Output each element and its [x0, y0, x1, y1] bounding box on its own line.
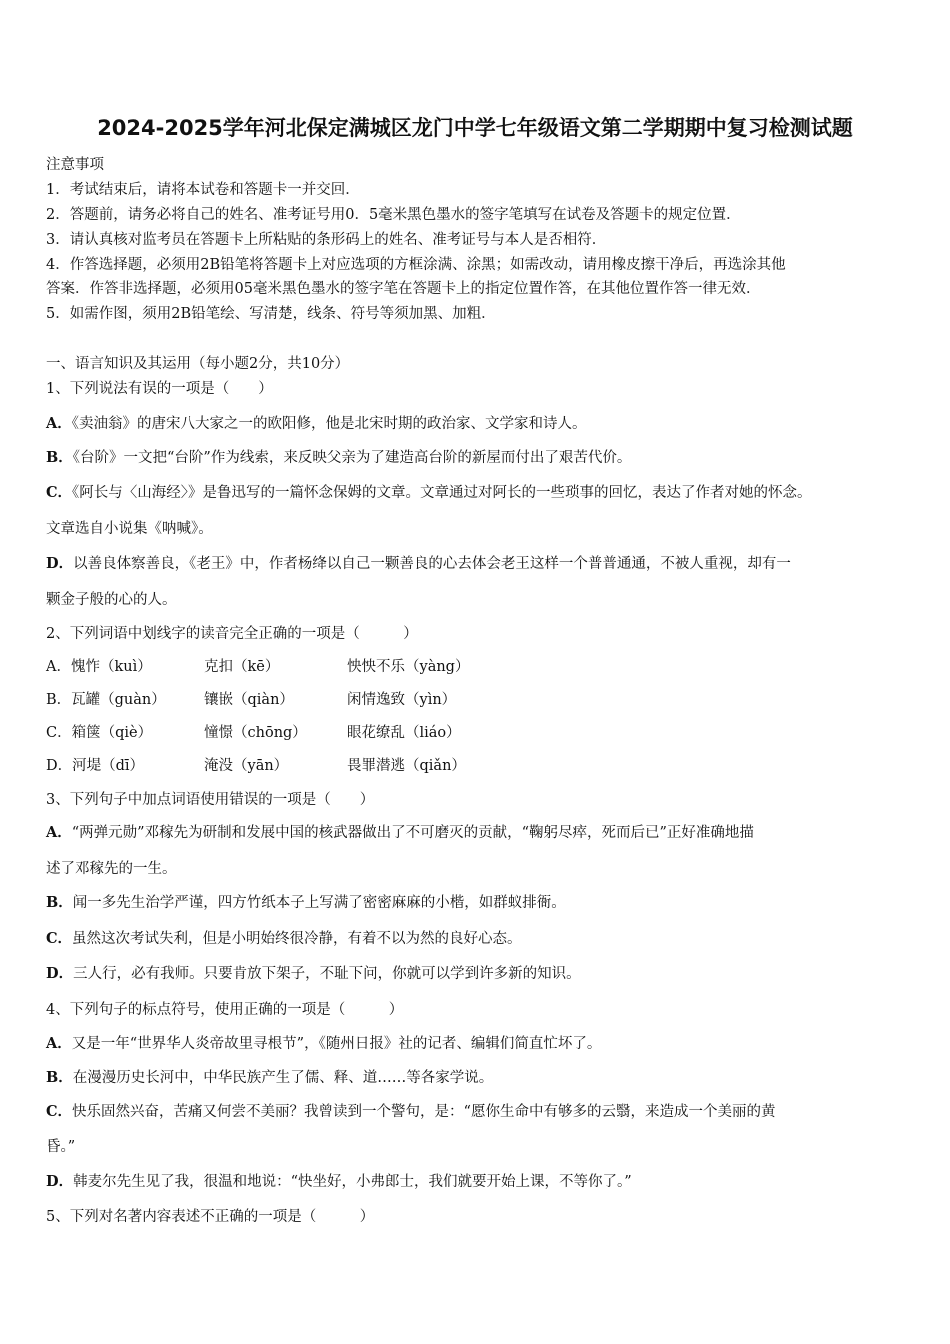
question-4-option-d [46, 1170, 632, 1191]
option-label: A． [46, 824, 72, 841]
option-text: 闻一多先生治学严谨，四方竹纸本子上写满了密密麻麻的小楷，如群蚁排衙。 [72, 895, 566, 911]
question-5-stem: 5、下列对名著内容表述不正确的一项是（ ） [46, 1209, 375, 1225]
question-3-option-a [46, 821, 754, 842]
option-cell: 眼花缭乱（liáo） [347, 725, 461, 741]
option-label: C． [46, 930, 73, 947]
option-text: 快乐固然兴奋，苦痛又何尝不美丽？我曾读到一个警句，是：“愿你生命中有够多的云翳，来造成一个美丽的黄 [72, 1104, 776, 1120]
option-cell: A．愧怍（kuì） [46, 659, 152, 675]
notice-item: 2．答题前，请务必将自己的姓名、准考证号用0．5毫米黑色墨水的签字笔填写在试卷及答题卡的规定位置． [46, 207, 741, 223]
question-2-stem: 2、下列词语中划线字的读音完全正确的一项是（ ） [46, 626, 418, 642]
option-cell: 镶嵌（qiàn） [204, 692, 294, 708]
option-text: 《阿长与〈山海经〉》是鲁迅写的一篇怀念保姆的文章。文章通过对阿长的一些琐事的回忆，表达了作者对她的怀念。 [72, 485, 812, 501]
option-cell: 闲情逸致（yìn） [347, 692, 457, 708]
question-3-option-c [46, 927, 522, 948]
notice-item: 3．请认真核对监考员在答题卡上所粘贴的条形码上的姓名、准考证号与本人是否相符． [46, 232, 607, 248]
option-label: A． [46, 415, 72, 432]
option-cell: 憧憬（chōng） [204, 725, 307, 741]
question-4-stem: 4、下列句子的标点符号，使用正确的一项是（ ） [46, 1002, 404, 1018]
notice-item: 4．作答选择题，必须用2B铅笔将答题卡上对应选项的方框涂满、涂黑；如需改动，请用橡皮擦干净后，再选涂其他 [46, 257, 786, 273]
option-text: “两弹元勋”邓稼先为研制和发展中国的核武器做出了不可磨灭的贡献，“鞠躬尽瘁，死而后已”正好准确地描 [71, 825, 754, 841]
question-1-option-c [46, 481, 812, 502]
section-heading: 一、语言知识及其运用（每小题2分，共10分） [46, 356, 350, 372]
page-title: 2024-2025学年河北保定满城区龙门中学七年级语文第二学期期中复习检测试题 [97, 116, 853, 140]
question-1-stem: 1、下列说法有误的一项是（ ） [46, 381, 273, 397]
notice-item: 5．如需作图，须用2B铅笔绘、写清楚，线条、符号等须加黑、加粗． [46, 306, 496, 322]
question-3-option-b [46, 891, 566, 912]
option-label: C． [46, 484, 73, 501]
option-text: 《卖油翁》的唐宋八大家之一的欧阳修，他是北宋时期的政治家、文学家和诗人。 [71, 416, 587, 432]
option-text: 又是一年“世界华人炎帝故里寻根节”，《随州日报》社的记者、编辑们简直忙坏了。 [71, 1036, 602, 1052]
question-1-option-d [46, 552, 791, 573]
option-text: 虽然这次考试失利，但是小明始终很冷静，有着不以为然的良好心态。 [72, 931, 522, 947]
question-1-option-a [46, 412, 587, 433]
option-text: 三人行，必有我师。只要肯放下架子，不耻下问，你就可以学到许多新的知识。 [73, 966, 581, 982]
question-4-option-c-cont: 昏。” [46, 1139, 76, 1155]
option-text: 《台阶》一文把“台阶”作为线索，来反映父亲为了建造高台阶的新屋而付出了艰苦代价。 [72, 450, 632, 466]
question-4-option-a [46, 1032, 601, 1053]
option-text: 韩麦尔先生见了我，很温和地说：“快坐好，小弗郎士，我们就要开始上课，不等你了。” [73, 1174, 632, 1190]
option-cell: 淹没（yān） [204, 758, 289, 774]
question-3-stem: 3、下列句子中加点词语使用错误的一项是（ ） [46, 792, 375, 808]
question-1-option-b [46, 446, 631, 467]
option-text: 以善良体察善良，《老王》中，作者杨绛以自己一颗善良的心去体会老王这样一个普普通通，不被人重视，却有一 [73, 556, 791, 572]
option-label: B． [46, 1069, 73, 1086]
question-4-option-b [46, 1066, 493, 1087]
option-label: D． [46, 965, 74, 982]
notice-item: 1．考试结束后，请将本试卷和答题卡一并交回． [46, 182, 360, 198]
option-label: D． [46, 1173, 74, 1190]
option-cell: D．河堤（dī） [46, 758, 145, 774]
notice-heading: 注意事项 [46, 157, 104, 173]
notice-item: 答案．作答非选择题，必须用05毫米黑色墨水的签字笔在答题卡上的指定位置作答，在其他位置作答一律无效． [46, 281, 761, 297]
question-3-option-d [46, 962, 581, 983]
option-text: 在漫漫历史长河中，中华民族产生了儒、释、道……等各家学说。 [72, 1070, 494, 1086]
question-4-option-c [46, 1100, 775, 1121]
option-label: D． [46, 555, 74, 572]
option-label: B． [46, 894, 73, 911]
option-label: A． [46, 1035, 72, 1052]
option-cell: 畏罪潜逃（qiǎn） [347, 758, 466, 774]
option-label: C． [46, 1103, 73, 1120]
question-3-option-a-cont: 述了邓稼先的一生。 [46, 861, 177, 877]
option-cell: C．箱箧（qiè） [46, 725, 153, 741]
question-1-option-c-cont: 文章选自小说集《呐喊》。 [46, 521, 213, 537]
option-cell: B．瓦罐（guàn） [46, 692, 166, 708]
question-1-option-d-cont: 颗金子般的心的人。 [46, 592, 177, 608]
option-cell: 克扣（kē） [204, 659, 280, 675]
option-cell: 怏怏不乐（yàng） [347, 659, 470, 675]
option-label: B． [46, 449, 73, 466]
